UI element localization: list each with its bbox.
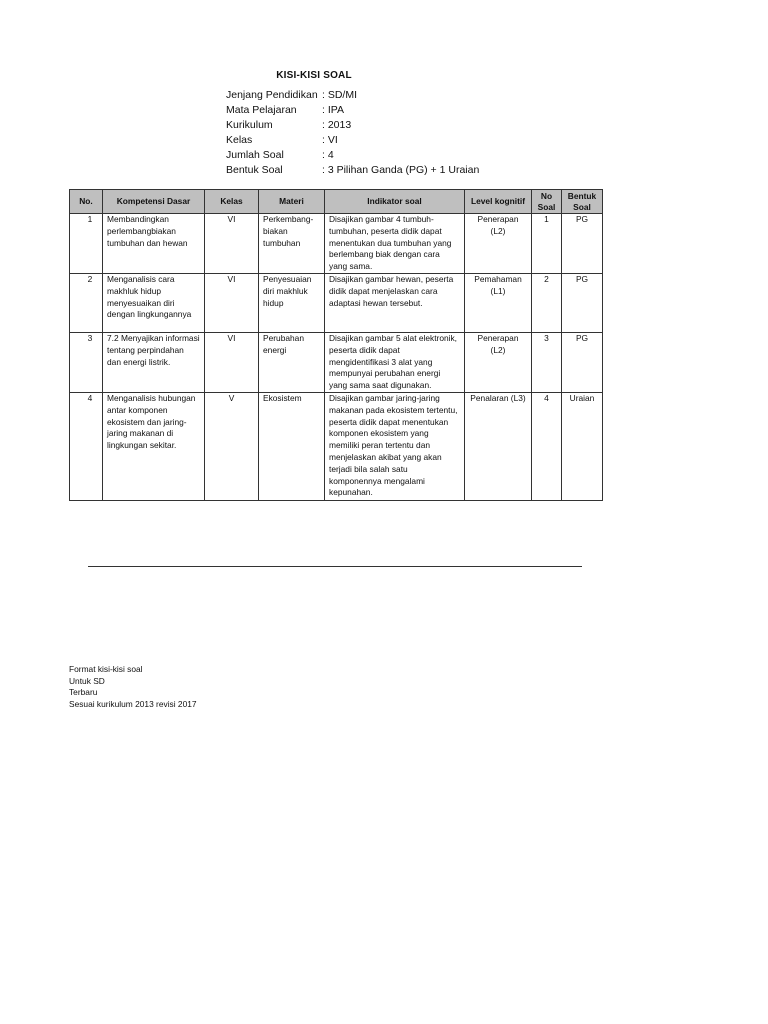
cell-bentuk-soal: PG	[562, 273, 603, 332]
cell-kelas: VI	[205, 332, 259, 392]
table-row	[70, 273, 603, 332]
info-row	[226, 134, 479, 149]
column-header: No.	[70, 190, 103, 214]
info-label: Jumlah Soal	[226, 149, 284, 161]
cell-no: 2	[70, 273, 103, 332]
cell-level-kognitif: Penalaran (L3)	[465, 392, 532, 500]
info-row	[226, 104, 479, 119]
info-label: Kurikulum	[226, 119, 273, 131]
kisi-kisi-table	[69, 189, 603, 501]
column-header: Level kognitif	[465, 190, 532, 214]
cell-no: 1	[70, 214, 103, 274]
cell-kompetensi-dasar: Menganalisis cara makhluk hidup menyesuaikan diri dengan lingkungannya	[103, 273, 205, 332]
cell-no-soal: 4	[532, 392, 562, 500]
cell-materi: Ekosistem	[259, 392, 325, 500]
info-table	[226, 89, 479, 179]
cell-bentuk-soal: PG	[562, 332, 603, 392]
info-value: : 4	[322, 149, 334, 161]
cell-indikator-soal: Disajikan gambar 4 tumbuh-tumbuhan, peserta didik dapat menentukan dua tumbuhan yang berlembang biak dengan cara yang sama.	[325, 214, 465, 274]
table-row	[70, 392, 603, 500]
cell-no: 3	[70, 332, 103, 392]
info-row	[226, 89, 479, 104]
cell-materi: Perubahan energi	[259, 332, 325, 392]
cell-kelas: VI	[205, 214, 259, 274]
footnote-line: Format kisi-kisi soal	[69, 664, 143, 674]
column-header: No Soal	[532, 190, 562, 214]
footnote	[69, 664, 197, 710]
table-header-row	[70, 190, 603, 214]
cell-no-soal: 3	[532, 332, 562, 392]
column-header: Kelas	[205, 190, 259, 214]
cell-bentuk-soal: PG	[562, 214, 603, 274]
table-row	[70, 214, 603, 274]
cell-materi: Penyesuaian diri makhluk hidup	[259, 273, 325, 332]
cell-bentuk-soal: Uraian	[562, 392, 603, 500]
column-header: Indikator soal	[325, 190, 465, 214]
cell-no-soal: 1	[532, 214, 562, 274]
footnote-line: Sesuai kurikulum 2013 revisi 2017	[69, 698, 197, 709]
document-title: KISI-KISI SOAL	[276, 70, 352, 81]
column-header: Bentuk Soal	[562, 190, 603, 214]
cell-indikator-soal: Disajikan gambar 5 alat elektronik, peserta didik dapat mengidentifikasi 3 alat yang mempunyai perubahan energi yang sama saat digunakan.	[325, 332, 465, 392]
column-header: Materi	[259, 190, 325, 214]
cell-no: 4	[70, 392, 103, 500]
cell-no-soal: 2	[532, 273, 562, 332]
info-row	[226, 149, 479, 164]
cell-indikator-soal: Disajikan gambar jaring-jaring makanan pada ekosistem tertentu, peserta didik dapat menentukan komponen ekosistem yang memiliki peran tertentu dan menjelaskan akibat yang akan terjadi bila salah satu komponennya mengalami kepunahan.	[325, 392, 465, 500]
info-value: : 3 Pilihan Ganda (PG) + 1 Uraian	[322, 164, 480, 176]
cell-kelas: V	[205, 392, 259, 500]
table-row	[70, 332, 603, 392]
footnote-line: Terbaru	[69, 687, 98, 697]
column-header: Kompetensi Dasar	[103, 190, 205, 214]
cell-level-kognitif: Pemahaman (L1)	[465, 273, 532, 332]
info-label: Jenjang Pendidikan	[226, 89, 318, 101]
info-value: : VI	[322, 134, 338, 146]
footnote-line: Untuk SD	[69, 675, 105, 686]
info-value: : 2013	[322, 119, 352, 131]
info-row	[226, 164, 479, 179]
info-label: Mata Pelajaran	[226, 104, 297, 116]
cell-indikator-soal: Disajikan gambar hewan, peserta didik dapat menjelaskan cara adaptasi hewan tersebut.	[325, 273, 465, 332]
cell-kompetensi-dasar: Membandingkan perlembangbiakan tumbuhan dan hewan	[103, 214, 205, 274]
info-row	[226, 119, 479, 134]
info-value: : IPA	[322, 104, 344, 116]
cell-kompetensi-dasar: 7.2 Menyajikan informasi tentang perpindahan dan energi listrik.	[103, 332, 205, 392]
cell-materi: Perkembang-biakan tumbuhan	[259, 214, 325, 274]
info-value: : SD/MI	[322, 89, 358, 101]
cell-kelas: VI	[205, 273, 259, 332]
horizontal-divider	[88, 566, 582, 567]
cell-kompetensi-dasar: Menganalisis hubungan antar komponen ekosistem dan jaring-jaring makanan di lingkungan sekitar.	[103, 392, 205, 500]
cell-level-kognitif: Penerapan (L2)	[465, 214, 532, 274]
info-label: Bentuk Soal	[226, 164, 283, 176]
cell-level-kognitif: Penerapan (L2)	[465, 332, 532, 392]
info-label: Kelas	[226, 134, 253, 146]
